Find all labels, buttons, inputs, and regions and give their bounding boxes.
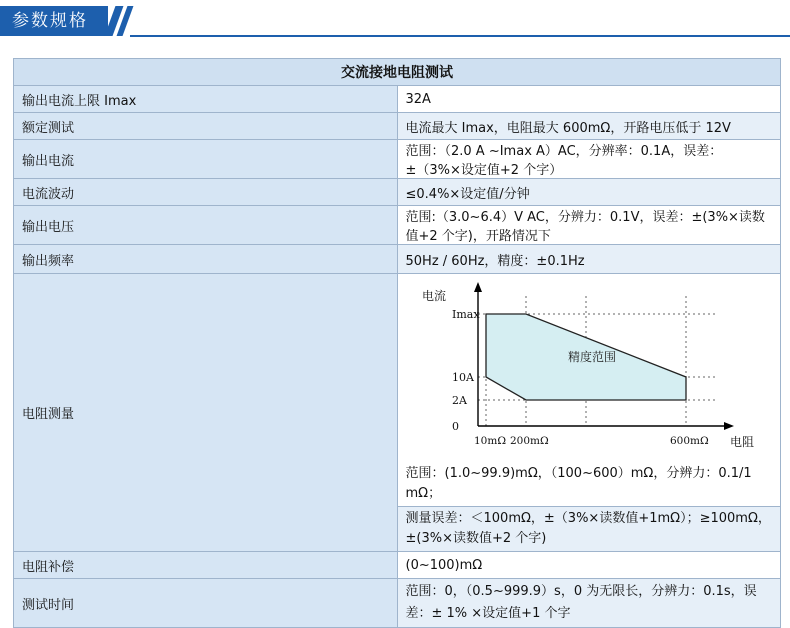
resistance-cell: [397, 274, 781, 552]
resistance-range-text: 范围：(1.0~99.9)mΩ，（100~600）mΩ，分辨力：0.1/1 mΩ；: [398, 462, 781, 506]
table-row: [14, 86, 781, 113]
row-value: 范围：0，（0.5~999.9）s，0 为无限长，分辨力：0.1s，误差：± 1% ×设定值+1 个字: [397, 579, 781, 628]
row-value: 范围：（2.0 A ~Imax A）AC，分辨率：0.1A，误差：±（3%×设定值+2 个字）: [397, 140, 781, 179]
row-label: 输出电流上限 Imax: [14, 86, 398, 113]
row-value: 范围:（3.0~6.4）V AC，分辨力：0.1V，误差：±(3%×读数值+2 个字)，开路情况下: [397, 206, 781, 245]
row-label: 输出电流: [14, 140, 398, 179]
table-row: [14, 113, 781, 140]
section-title: 参数规格: [12, 9, 88, 33]
x-tick-label: 200mΩ: [510, 435, 549, 447]
y-tick-label: 2A: [452, 394, 468, 407]
table-row: [14, 245, 781, 274]
row-label: 电阻测量: [14, 274, 398, 552]
spec-table: [13, 58, 781, 628]
row-value: 50Hz / 60Hz，精度：±0.1Hz: [397, 245, 781, 274]
row-label: 测试时间: [14, 579, 398, 628]
table-title: 交流接地电阻测试: [14, 59, 781, 86]
resistance-error-text: 测量误差：＜100mΩ，±（3%×读数值+1mΩ）；≥100mΩ，±(3%×读数值+2 个字): [398, 506, 781, 551]
table-row: [14, 140, 781, 179]
y-axis-arrow: [474, 282, 482, 292]
row-label: 电流波动: [14, 179, 398, 206]
accuracy-chart-svg: [398, 274, 790, 462]
y-tick-label: 0: [452, 420, 459, 433]
table-row: [14, 552, 781, 579]
table-row: [14, 274, 781, 552]
header-rule: [130, 35, 790, 37]
region-label: 精度范围: [568, 349, 616, 364]
table-row: [14, 206, 781, 245]
row-label: 电阻补偿: [14, 552, 398, 579]
y-tick-label: 10A: [452, 371, 475, 384]
row-value: (0~100)mΩ: [397, 552, 781, 579]
table-row: [14, 579, 781, 628]
y-axis-label: 电流: [422, 288, 446, 303]
y-tick-label: Imax: [452, 308, 480, 321]
table-row: [14, 179, 781, 206]
row-value: 32A: [397, 86, 781, 113]
x-tick-label: 600mΩ: [670, 435, 709, 447]
row-value: 电流最大 Imax，电阻最大 600mΩ，开路电压低于 12V: [397, 113, 781, 140]
row-label: 输出频率: [14, 245, 398, 274]
x-tick-label: 10mΩ: [474, 435, 506, 447]
section-header: [0, 0, 790, 40]
accuracy-chart: [398, 274, 790, 462]
x-axis-arrow: [724, 422, 734, 430]
row-value: ≤0.4%×设定值/分钟: [397, 179, 781, 206]
x-axis-label: 电阻: [730, 434, 754, 449]
row-label: 额定测试: [14, 113, 398, 140]
row-label: 输出电压: [14, 206, 398, 245]
